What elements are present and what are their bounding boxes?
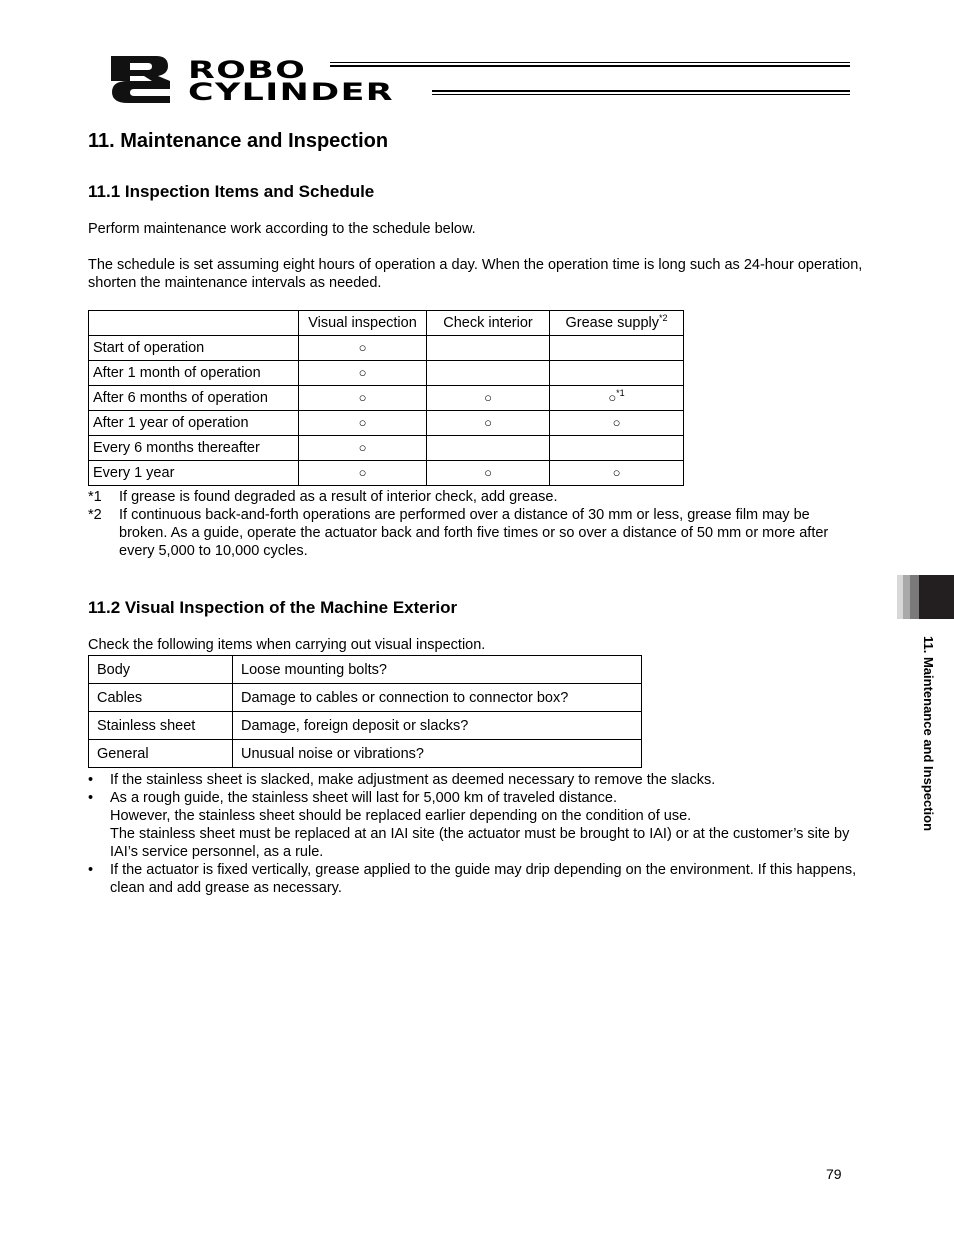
table-header-row	[89, 311, 684, 336]
check-mark	[550, 361, 684, 386]
visual-intro-paragraph: Check the following items when carrying out visual inspection.	[88, 637, 486, 653]
grease-supply-header: Grease supply	[565, 315, 659, 331]
page-number: 79	[826, 1166, 842, 1182]
chapter-tab-gradient	[897, 575, 919, 619]
footnote	[88, 506, 878, 560]
bullet-line: If the actuator is fixed vertically, grease applied to the guide may drip depending on the environment. If this happens, clean and add grease as necessary.	[110, 862, 857, 896]
chapter-side-label: 11. Maintenance and Inspection	[921, 636, 936, 832]
check-mark	[427, 336, 550, 361]
footnote-text: If continuous back-and-forth operations are performed over a distance of 30 mm or less, grease film may be broken. As a guide, operate the actuator back and forth five times or so over a distance of 50 mm or more after every 5,000 to 10,000 cycles.	[119, 507, 829, 559]
visual-inspection-table	[88, 655, 642, 768]
row-label: After 6 months of operation	[89, 386, 299, 411]
row-label: Start of operation	[89, 336, 299, 361]
table-row	[89, 336, 684, 361]
section-heading-inspection-schedule: 11.1 Inspection Items and Schedule	[88, 182, 375, 201]
footnote-mark: *1	[88, 489, 102, 505]
bullet-line: If the stainless sheet is slacked, make adjustment as deemed necessary to remove the slacks.	[110, 772, 716, 788]
footnote-text: If grease is found degraded as a result of interior check, add grease.	[119, 489, 558, 505]
table-footnotes	[88, 488, 878, 560]
table-header-cell	[550, 311, 684, 336]
row-label: Every 1 year	[89, 461, 299, 486]
section-heading-visual-inspection: 11.2 Visual Inspection of the Machine Exterior	[88, 598, 458, 617]
check-mark: ○	[427, 461, 550, 486]
check-symbol: ○	[612, 465, 621, 480]
table-row	[89, 386, 684, 411]
rc-logo-icon	[108, 54, 188, 104]
header-rule-bottom	[432, 90, 850, 96]
check-symbol: ○	[612, 415, 621, 430]
inspection-item: Body	[89, 656, 233, 684]
inspection-schedule-table	[88, 310, 684, 486]
check-mark: ○	[299, 411, 427, 436]
check-mark	[427, 361, 550, 386]
bullet-icon: •	[88, 862, 94, 878]
bullet-icon: •	[88, 790, 94, 806]
check-mark: ○	[427, 386, 550, 411]
list-item	[88, 789, 868, 861]
table-header-cell	[89, 311, 299, 336]
check-mark	[427, 436, 550, 461]
table-row	[89, 740, 642, 768]
note-ref-1: *1	[616, 388, 625, 398]
inspection-check: Damage, foreign deposit or slacks?	[233, 712, 642, 740]
inspection-check: Unusual noise or vibrations?	[233, 740, 642, 768]
list-item	[88, 861, 868, 897]
logo-text-robo: ROBO	[188, 56, 307, 84]
page-title: 11. Maintenance and Inspection	[88, 130, 389, 152]
row-label: After 1 year of operation	[89, 411, 299, 436]
check-mark	[550, 336, 684, 361]
table-row	[89, 436, 684, 461]
intro-paragraph: Perform maintenance work according to the schedule below.	[88, 221, 476, 237]
inspection-check: Loose mounting bolts?	[233, 656, 642, 684]
row-label: After 1 month of operation	[89, 361, 299, 386]
check-symbol: ○	[608, 390, 617, 405]
table-header-cell: Check interior	[427, 311, 550, 336]
footnote-mark: *2	[88, 507, 102, 523]
check-mark: ○	[299, 336, 427, 361]
bullet-line: The stainless sheet must be replaced at an IAI site (the actuator must be brought to IAI) or at the customer’s site by IAI’s service personnel, as a rule.	[110, 826, 850, 860]
bullet-list	[88, 771, 868, 897]
check-mark: ○	[427, 411, 550, 436]
table-row	[89, 361, 684, 386]
inspection-item: Cables	[89, 684, 233, 712]
row-label: Every 6 months thereafter	[89, 436, 299, 461]
check-mark	[550, 411, 684, 436]
check-mark	[550, 461, 684, 486]
table-row	[89, 461, 684, 486]
check-mark: ○	[299, 386, 427, 411]
table-row	[89, 684, 642, 712]
table-row	[89, 712, 642, 740]
check-mark	[550, 436, 684, 461]
bullet-line: However, the stainless sheet should be replaced earlier depending on the condition of use.	[110, 808, 692, 824]
inspection-item: General	[89, 740, 233, 768]
check-mark: ○	[299, 361, 427, 386]
logo-text-cylinder: CYLINDER	[188, 78, 395, 106]
footnote	[88, 488, 878, 506]
bullet-icon: •	[88, 772, 94, 788]
bullet-line: As a rough guide, the stainless sheet will last for 5,000 km of traveled distance.	[110, 790, 617, 806]
check-mark: ○	[299, 461, 427, 486]
table-header-cell: Visual inspection	[299, 311, 427, 336]
note-ref-2: *2	[658, 313, 668, 323]
check-mark: ○	[299, 436, 427, 461]
inspection-check: Damage to cables or connection to connector box?	[233, 684, 642, 712]
header-rule-top	[330, 62, 850, 68]
schedule-paragraph: The schedule is set assuming eight hours of operation a day. When the operation time is long such as 24-hour operation, shorten the maintenance intervals as needed.	[88, 257, 863, 291]
table-row	[89, 656, 642, 684]
check-mark	[550, 386, 684, 411]
table-row	[89, 411, 684, 436]
list-item	[88, 771, 868, 789]
inspection-item: Stainless sheet	[89, 712, 233, 740]
chapter-tab-marker	[919, 575, 954, 619]
